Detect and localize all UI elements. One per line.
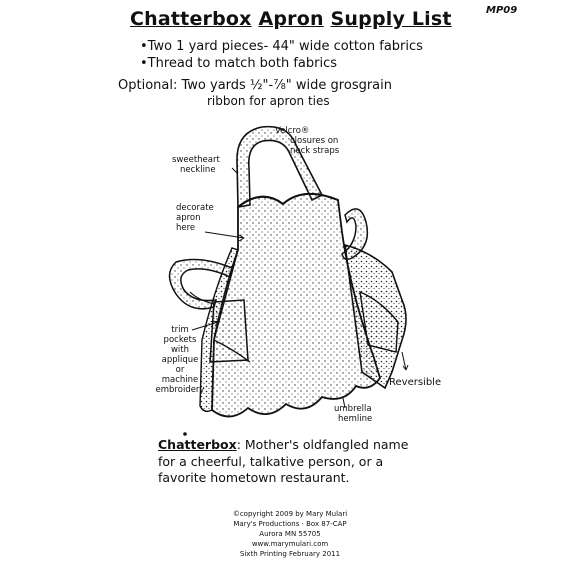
supply-item-fabric: •Two 1 yard pieces- 44" wide cotton fabrics (140, 39, 423, 54)
dot-mark (183, 432, 187, 436)
front-pocket (210, 300, 248, 362)
credits-block (190, 509, 390, 559)
label-sweetheart: sweetheart neckline (172, 155, 220, 175)
label-velcro: Velcro® (275, 126, 310, 136)
definition-text-1: : Mother's oldfangled name (236, 437, 409, 452)
optional-label: Optional: (118, 78, 178, 93)
credit-city: Aurora MN 55705 (259, 530, 321, 538)
definition-line-3: favorite hometown restaurant. (158, 470, 350, 485)
credit-web: www.marymulari.com (251, 540, 329, 548)
definition-line-2: for a cheerful, talkative person, or a (158, 454, 384, 469)
credit-printing: Sixth Printing February 2011 (239, 550, 341, 558)
label-trim-pockets: trim pockets with applique or machine embroidery (155, 325, 205, 395)
title-apron: Apron (258, 8, 324, 30)
credit-copyright: ©copyright 2009 by Mary Mulari (232, 510, 348, 518)
label-reversible: Reversible (389, 377, 442, 388)
optional-text-1: Two yards ½"-⅞" wide grosgrain (181, 78, 393, 93)
optional-line-2: ribbon for apron ties (207, 94, 330, 108)
credit-company: Mary's Productions · Box 87-CAP (233, 520, 347, 528)
supply-item-thread: •Thread to match both fabrics (140, 56, 338, 71)
title-chatterbox: Chatterbox (130, 8, 252, 30)
pattern-code: MP09 (486, 5, 518, 16)
label-umbrella-hemline: umbrella hemline (334, 404, 373, 424)
definition-term: Chatterbox (158, 437, 237, 452)
label-decorate: decorate apron here (176, 203, 214, 233)
definition-line-1 (158, 437, 408, 452)
title-supply-list: Supply List (330, 8, 452, 30)
label-velcro-cont: closures on neck straps (290, 136, 340, 156)
